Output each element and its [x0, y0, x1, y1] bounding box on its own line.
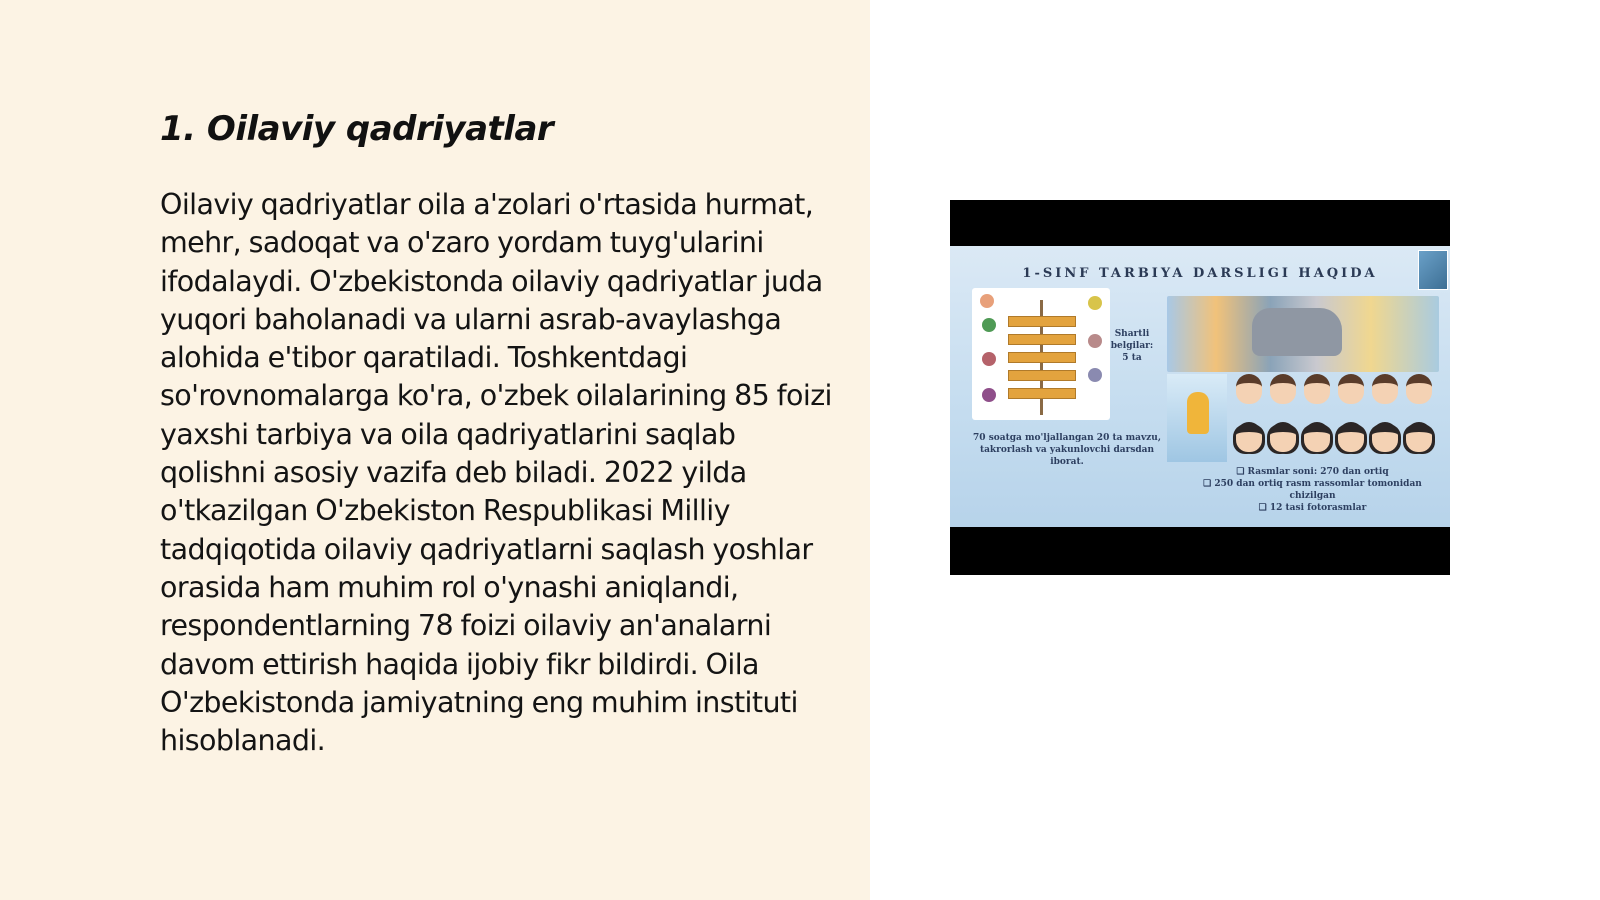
- stats-list-item: ❑ 12 tasi fotorasmlar: [1258, 503, 1367, 513]
- slide-title: 1. Oilaviy qadriyatlar: [160, 109, 554, 149]
- child-illustration: [1167, 374, 1227, 462]
- signpost-arrow: [1008, 316, 1076, 327]
- textbook-thumbnail: [950, 200, 1450, 575]
- illustration-strip: [1167, 296, 1439, 372]
- boy-face-icon: [1236, 374, 1262, 404]
- slide-body-text: Oilaviy qadriyatlar oila a'zolari o'rtasida hurmat, mehr, sadoqat va o'zaro yordam tuyg'ularini ifodalaydi. O'zbekistonda oilaviy qadriyatlar juda yuqori baholanadi va ularni asrab-avaylashga alohida e'tibor qaratiladi. Toshkentdagi so'rovnomalarga ko'ra, o'zbek oilalarining 85 foizi yaxshi tarbiya va oila qadriyatlarini saqlab qolishni asosiy vazifa deb biladi. 2022 yilda o'tkazilgan O'zbekiston Respublikasi Milliy tadqiqotida oilaviy qadriyatlarni saqlash yoshlar orasida ham muhim rol o'ynashi aniqlandi, respondentlarning 78 foizi oilaviy an'analarni davom ettirish haqida ijobiy fikr bildirdi. Oila O'zbekistonda jamiyatning eng muhim instituti hisoblanadi.: [160, 188, 832, 758]
- thumbnail-content: [950, 246, 1450, 527]
- boy-face-icon: [1270, 374, 1296, 404]
- girl-face-icon: [1338, 422, 1364, 452]
- legend-icon: [980, 294, 994, 308]
- emotion-faces-grid: [1230, 370, 1440, 462]
- girl-face-icon: [1372, 422, 1398, 452]
- signpost-arrow: [1008, 334, 1076, 345]
- legend-icon: [1088, 368, 1102, 382]
- car-illustration: [1252, 308, 1342, 356]
- girl-face-icon: [1406, 422, 1432, 452]
- girl-face-icon: [1270, 422, 1296, 452]
- stats-list-item: ❑ Rasmlar soni: 270 dan ortiq: [1236, 467, 1389, 477]
- legend-count-label: Shartli belgilar: 5 ta: [1110, 329, 1154, 363]
- boy-face-icon: [1304, 374, 1330, 404]
- corner-logo-icon: [1418, 250, 1448, 290]
- stats-list: [1200, 466, 1425, 514]
- child-figure: [1187, 392, 1209, 434]
- legend-icon: [982, 388, 996, 402]
- legend-icon: [1088, 334, 1102, 348]
- signpost-arrow: [1008, 370, 1076, 381]
- boy-face-icon: [1406, 374, 1432, 404]
- girl-face-icon: [1304, 422, 1330, 452]
- boy-face-icon: [1338, 374, 1364, 404]
- signpost-arrow: [1008, 352, 1076, 363]
- legend-icon: [982, 352, 996, 366]
- stats-list-item: ❑ 250 dan ortiq rasm rassomlar tomonidan chizilgan: [1203, 479, 1422, 501]
- legend-icon: [982, 318, 996, 332]
- signpost-illustration: [972, 288, 1110, 420]
- legend-icon: [1088, 296, 1102, 310]
- girl-face-icon: [1236, 422, 1262, 452]
- boy-face-icon: [1372, 374, 1398, 404]
- signpost-arrow: [1008, 388, 1076, 399]
- lesson-summary-caption: 70 soatga mo'ljallangan 20 ta mavzu, takrorlash va yakunlovchi darsdan iborat.: [973, 433, 1161, 467]
- thumbnail-title: 1-SINF TARBIYA DARSLIGI HAQIDA: [1022, 266, 1378, 281]
